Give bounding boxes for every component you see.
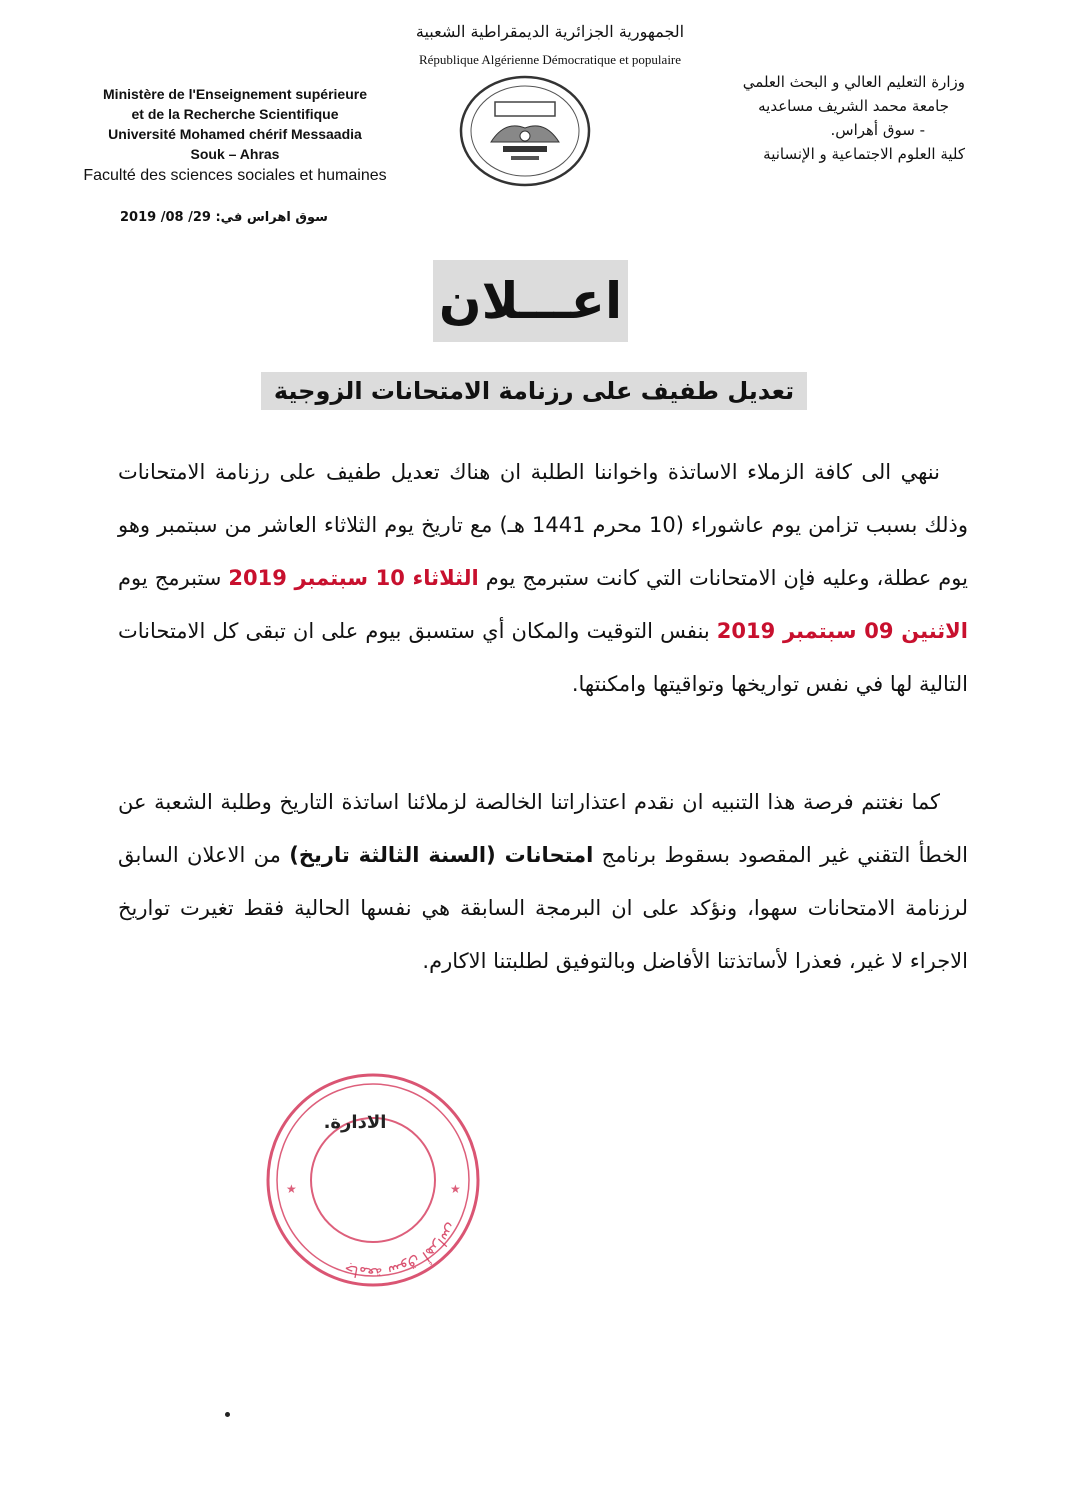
city-name-fr: Souk – Ahras [190, 146, 280, 162]
university-logo-icon [455, 72, 595, 190]
stamp-text: جامعة سوق أهراس [342, 1220, 463, 1283]
svg-text:جامعة سوق أهراس [342, 1220, 462, 1282]
official-stamp-icon [258, 1065, 488, 1295]
paragraph-2-text-a: كما نغتنم فرصة هذا التنبيه ان نقدم اعتذاراتنا الخالصة لزملائنا اساتذة التاريخ وطلبة الشعبة عن الخطأ التقني غير المقصود بسقوط برنامج [118, 790, 969, 867]
faculty-name-ar: كلية العلوم الاجتماعية و الإنسانية [763, 145, 965, 163]
body-paragraph-2 [118, 776, 968, 988]
body-paragraph-1 [118, 446, 968, 711]
ministry-line-ar: وزارة التعليم العالي و البحث العلمي [742, 73, 965, 91]
new-exam-date: الاثنين 09 سبتمبر 2019 [716, 619, 968, 643]
city-name-ar: - سوق أهراس. [830, 121, 925, 139]
announcement-title: اعـــلان [438, 272, 623, 330]
announcement-subtitle-box [261, 372, 807, 410]
ministry-line-fr-2: et de la Recherche Scientifique [131, 106, 339, 122]
ministry-line-fr: Ministère de l'Enseignement supérieure [103, 86, 367, 102]
paragraph-1-text-c: بنفس التوقيت والمكان أي ستسبق بيوم على ان تبقى كل الامتحانات التالية لها في نفس تواريخها وتواقيتها وامكنتها. [118, 619, 968, 696]
paragraph-1-text-b: ستبرمج يوم [118, 566, 229, 590]
republic-title-french: République Algérienne Démocratique et populaire [418, 52, 682, 67]
arabic-header-block [605, 70, 965, 166]
university-name-ar: جامعة محمد الشريف مساعديه [758, 97, 949, 115]
original-exam-date: الثلاثاء 10 سبتمبر 2019 [228, 566, 479, 590]
faculty-name-fr: Faculté des sciences sociales et humaines [83, 167, 387, 184]
republic-title-arabic: الجمهورية الجزائرية الديمقراطية الشعبية [415, 22, 685, 41]
speck-mark [225, 1412, 230, 1417]
paragraph-2-text-b: من الاعلان السابق لرزنامة الامتحانات سهوا، ونؤكد على ان البرمجة السابقة هي نفسها الحالية فقط تغيرت تواريخ الاجراء لا غير، فعذرا لأساتذتنا الأفاضل وبالتوفيق لطلبتنا الاكارم. [118, 843, 968, 973]
university-name-fr: Université Mohamed chérif Messaadia [108, 126, 362, 142]
announcement-title-box [433, 260, 628, 342]
french-header-block [55, 84, 415, 186]
svg-text:★: ★ [450, 1182, 461, 1196]
third-year-history-exams: امتحانات (السنة الثالثة تاريخ) [289, 843, 594, 867]
svg-text:★: ★ [286, 1182, 297, 1196]
administration-signature: الادارة. [323, 1112, 387, 1133]
issue-date: سوق اهراس في: 29/ 08/ 2019 [120, 210, 328, 225]
paragraph-1-text-a: ننهي الى كافة الزملاء الاساتذة واخواننا الطلبة ان هناك تعديل طفيف على رزنامة الامتحانات وذلك بسبب تزامن يوم عاشوراء (10 محرم 1441 هـ) مع تاريخ يوم الثلاثاء العاشر من سبتمبر وهو يوم عطلة، وعليه فإن الامتحانات التي كانت ستبرمج يوم [118, 460, 968, 590]
announcement-subtitle: تعديل طفيف على رزنامة الامتحانات الزوجية [273, 377, 795, 405]
